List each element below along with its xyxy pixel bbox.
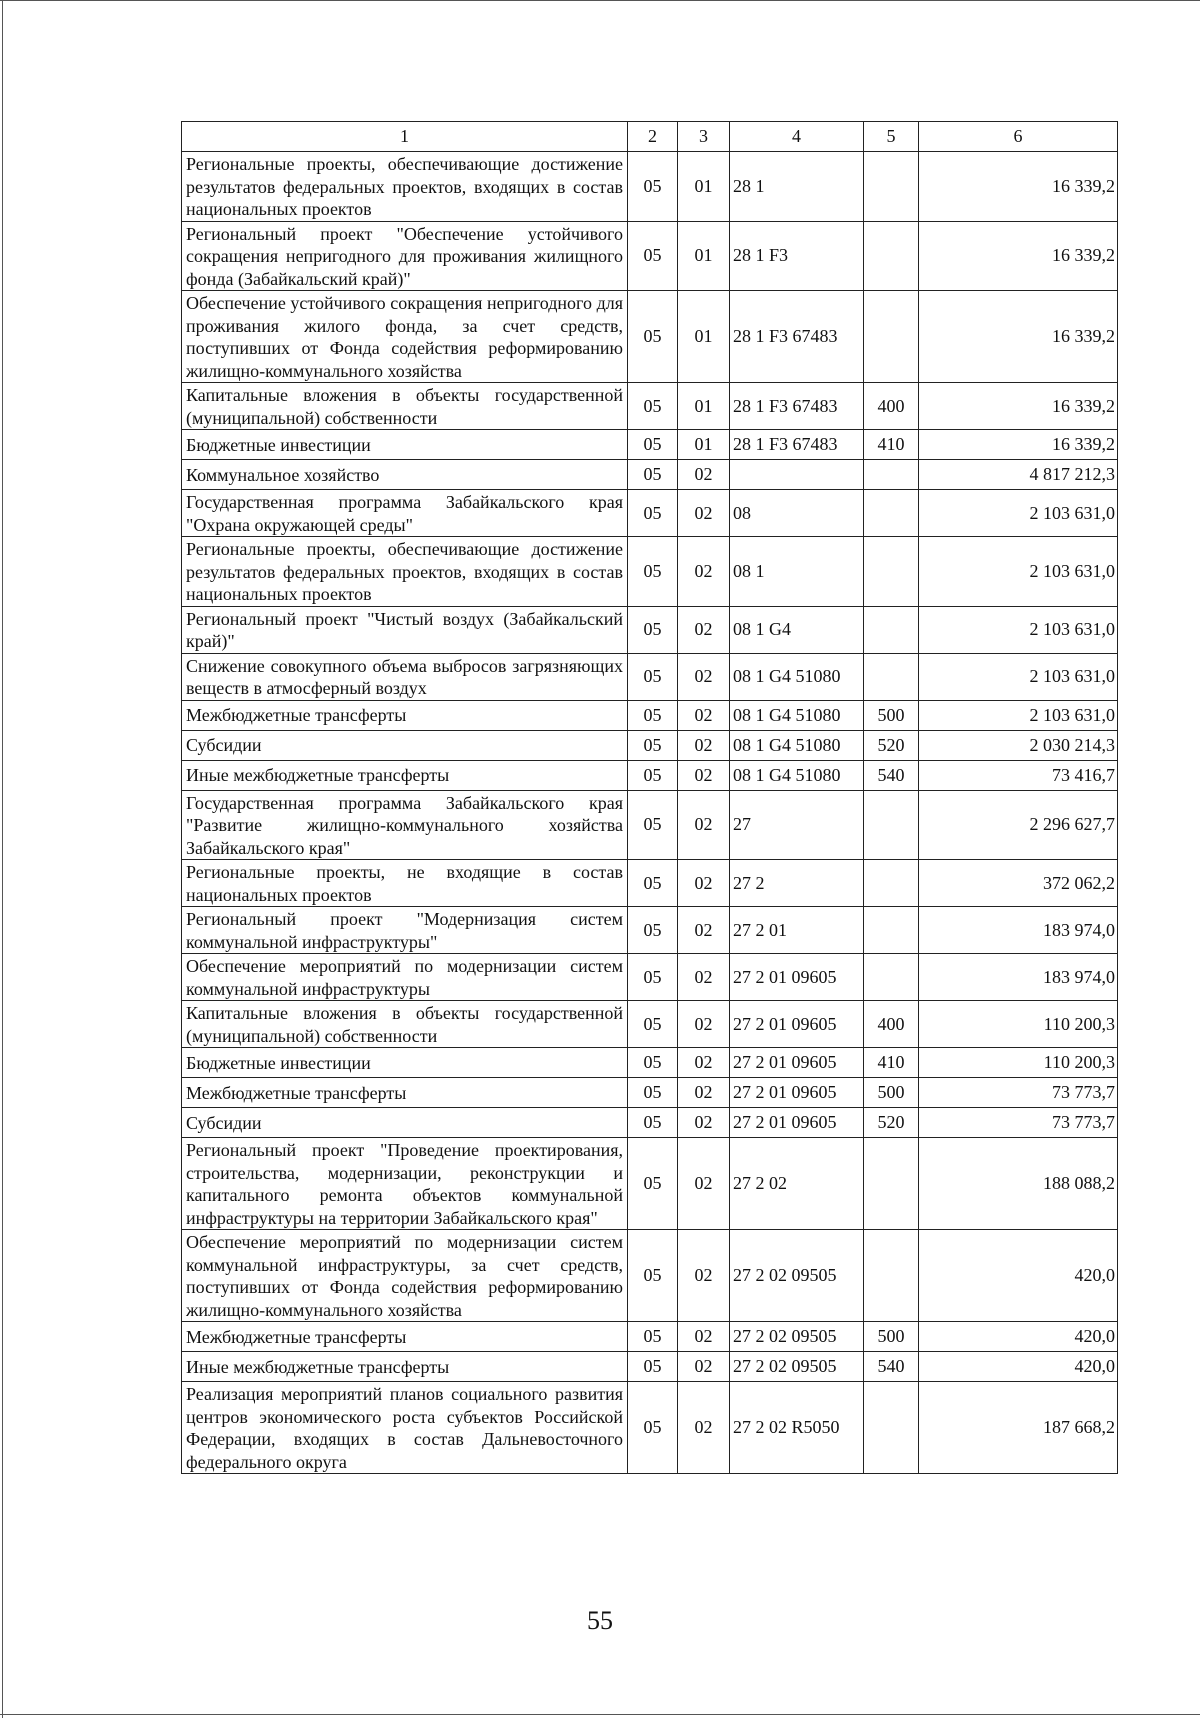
table-row <box>182 790 1118 860</box>
row-amount: 2 103 631,0 <box>919 653 1118 700</box>
row-target-code: 28 1 F3 <box>730 221 864 291</box>
column-header: 3 <box>678 122 730 152</box>
row-section: 05 <box>628 1352 678 1382</box>
row-section: 05 <box>628 291 678 383</box>
row-expense-type <box>864 291 919 383</box>
row-expense-type: 400 <box>864 1001 919 1048</box>
row-section: 05 <box>628 790 678 860</box>
row-name: Субсидии <box>182 730 628 760</box>
table-row <box>182 1138 1118 1230</box>
row-expense-type: 410 <box>864 430 919 460</box>
row-expense-type: 500 <box>864 1322 919 1352</box>
table-row <box>182 700 1118 730</box>
row-amount: 73 773,7 <box>919 1108 1118 1138</box>
table-row <box>182 1382 1118 1474</box>
row-expense-type <box>864 1382 919 1474</box>
table-row <box>182 907 1118 954</box>
row-amount: 16 339,2 <box>919 152 1118 222</box>
row-name: Бюджетные инвестиции <box>182 1048 628 1078</box>
row-subsection: 02 <box>678 653 730 700</box>
row-expense-type <box>864 537 919 607</box>
table-row <box>182 1078 1118 1108</box>
table-row <box>182 1048 1118 1078</box>
row-name: Капитальные вложения в объекты государственной (муниципальной) собственности <box>182 1001 628 1048</box>
row-target-code: 27 <box>730 790 864 860</box>
table-row <box>182 460 1118 490</box>
row-name: Капитальные вложения в объекты государственной (муниципальной) собственности <box>182 383 628 430</box>
row-expense-type <box>864 1138 919 1230</box>
row-section: 05 <box>628 383 678 430</box>
row-target-code: 08 1 G4 51080 <box>730 653 864 700</box>
row-expense-type <box>864 460 919 490</box>
scan-edge-line-bottom <box>0 1714 1200 1715</box>
row-name: Региональный проект "Обеспечение устойчивого сокращения непригодного для проживания жилищного фонда (Забайкальский край)" <box>182 221 628 291</box>
column-header: 4 <box>730 122 864 152</box>
row-section: 05 <box>628 1048 678 1078</box>
row-name: Региональные проекты, обеспечивающие достижение результатов федеральных проектов, входящих в состав национальных проектов <box>182 537 628 607</box>
row-target-code: 08 1 G4 <box>730 606 864 653</box>
row-subsection: 02 <box>678 490 730 537</box>
row-name: Реализация мероприятий планов социального развития центров экономического роста субъектов Российской Федерации, входящих в состав Дальневосточного федерального округа <box>182 1382 628 1474</box>
row-expense-type: 500 <box>864 1078 919 1108</box>
row-name: Межбюджетные трансферты <box>182 700 628 730</box>
row-target-code: 27 2 02 09505 <box>730 1352 864 1382</box>
row-target-code: 08 <box>730 490 864 537</box>
row-target-code: 08 1 G4 51080 <box>730 760 864 790</box>
row-expense-type: 540 <box>864 760 919 790</box>
row-target-code: 08 1 <box>730 537 864 607</box>
row-amount: 188 088,2 <box>919 1138 1118 1230</box>
row-expense-type <box>864 860 919 907</box>
row-target-code: 27 2 01 09605 <box>730 1048 864 1078</box>
table-row <box>182 152 1118 222</box>
row-section: 05 <box>628 1382 678 1474</box>
row-amount: 420,0 <box>919 1230 1118 1322</box>
row-amount: 73 773,7 <box>919 1078 1118 1108</box>
row-target-code: 27 2 01 09605 <box>730 954 864 1001</box>
row-section: 05 <box>628 1001 678 1048</box>
row-name: Бюджетные инвестиции <box>182 430 628 460</box>
table-body <box>182 152 1118 1474</box>
row-section: 05 <box>628 700 678 730</box>
row-subsection: 02 <box>678 790 730 860</box>
row-name: Региональный проект "Модернизация систем коммунальной инфраструктуры" <box>182 907 628 954</box>
column-header: 1 <box>182 122 628 152</box>
row-target-code: 27 2 02 R5050 <box>730 1382 864 1474</box>
row-name: Государственная программа Забайкальского края "Охрана окружающей среды" <box>182 490 628 537</box>
column-header: 6 <box>919 122 1118 152</box>
row-section: 05 <box>628 954 678 1001</box>
column-header: 2 <box>628 122 678 152</box>
row-amount: 110 200,3 <box>919 1048 1118 1078</box>
row-expense-type: 410 <box>864 1048 919 1078</box>
row-section: 05 <box>628 221 678 291</box>
row-amount: 16 339,2 <box>919 383 1118 430</box>
row-section: 05 <box>628 730 678 760</box>
row-target-code: 27 2 02 <box>730 1138 864 1230</box>
row-subsection: 02 <box>678 860 730 907</box>
row-section: 05 <box>628 430 678 460</box>
row-subsection: 02 <box>678 537 730 607</box>
row-name: Обеспечение мероприятий по модернизации систем коммунальной инфраструктуры <box>182 954 628 1001</box>
row-section: 05 <box>628 1138 678 1230</box>
table-row <box>182 730 1118 760</box>
row-section: 05 <box>628 907 678 954</box>
row-amount: 110 200,3 <box>919 1001 1118 1048</box>
row-amount: 2 030 214,3 <box>919 730 1118 760</box>
row-name: Коммунальное хозяйство <box>182 460 628 490</box>
row-subsection: 02 <box>678 760 730 790</box>
row-subsection: 01 <box>678 221 730 291</box>
row-expense-type <box>864 152 919 222</box>
row-expense-type: 520 <box>864 1108 919 1138</box>
row-section: 05 <box>628 490 678 537</box>
row-expense-type <box>864 606 919 653</box>
row-section: 05 <box>628 860 678 907</box>
scan-edge-line-left <box>2 0 3 1718</box>
table-row <box>182 860 1118 907</box>
row-target-code: 28 1 F3 67483 <box>730 383 864 430</box>
row-subsection: 02 <box>678 1322 730 1352</box>
row-section: 05 <box>628 1322 678 1352</box>
row-section: 05 <box>628 1230 678 1322</box>
row-amount: 16 339,2 <box>919 221 1118 291</box>
row-target-code: 28 1 F3 67483 <box>730 430 864 460</box>
row-amount: 187 668,2 <box>919 1382 1118 1474</box>
row-subsection: 02 <box>678 1382 730 1474</box>
table-row <box>182 383 1118 430</box>
row-amount: 73 416,7 <box>919 760 1118 790</box>
row-subsection: 02 <box>678 700 730 730</box>
row-target-code: 28 1 F3 67483 <box>730 291 864 383</box>
row-amount: 2 103 631,0 <box>919 537 1118 607</box>
row-amount: 183 974,0 <box>919 954 1118 1001</box>
row-target-code <box>730 460 864 490</box>
row-expense-type <box>864 1230 919 1322</box>
row-amount: 2 103 631,0 <box>919 606 1118 653</box>
row-section: 05 <box>628 152 678 222</box>
row-name: Региональный проект "Чистый воздух (Забайкальский край)" <box>182 606 628 653</box>
row-section: 05 <box>628 653 678 700</box>
row-expense-type <box>864 653 919 700</box>
row-target-code: 27 2 01 <box>730 907 864 954</box>
row-expense-type <box>864 490 919 537</box>
row-subsection: 01 <box>678 430 730 460</box>
row-expense-type <box>864 954 919 1001</box>
row-amount: 420,0 <box>919 1322 1118 1352</box>
row-subsection: 02 <box>678 954 730 1001</box>
row-name: Региональные проекты, не входящие в состав национальных проектов <box>182 860 628 907</box>
table-row <box>182 221 1118 291</box>
row-subsection: 02 <box>678 606 730 653</box>
row-target-code: 28 1 <box>730 152 864 222</box>
row-section: 05 <box>628 1078 678 1108</box>
row-amount: 2 296 627,7 <box>919 790 1118 860</box>
budget-table <box>181 121 1118 1474</box>
row-amount: 2 103 631,0 <box>919 490 1118 537</box>
table-row <box>182 537 1118 607</box>
row-name: Иные межбюджетные трансферты <box>182 1352 628 1382</box>
row-target-code: 08 1 G4 51080 <box>730 700 864 730</box>
row-target-code: 27 2 01 09605 <box>730 1078 864 1108</box>
row-subsection: 02 <box>678 907 730 954</box>
row-name: Межбюджетные трансферты <box>182 1078 628 1108</box>
scan-edge-line-top <box>0 0 1200 1</box>
row-section: 05 <box>628 760 678 790</box>
row-name: Субсидии <box>182 1108 628 1138</box>
row-subsection: 02 <box>678 1352 730 1382</box>
row-target-code: 27 2 02 09505 <box>730 1230 864 1322</box>
row-name: Обеспечение устойчивого сокращения непригодного для проживания жилого фонда, за счет средств, поступивших от Фонда содействия реформированию жилищно-коммунального хозяйства <box>182 291 628 383</box>
row-target-code: 27 2 02 09505 <box>730 1322 864 1352</box>
row-subsection: 02 <box>678 1078 730 1108</box>
table-row <box>182 653 1118 700</box>
row-target-code: 27 2 <box>730 860 864 907</box>
row-amount: 372 062,2 <box>919 860 1118 907</box>
table-row <box>182 760 1118 790</box>
table-row <box>182 1001 1118 1048</box>
page-number: 55 <box>587 1606 613 1635</box>
table-row <box>182 1108 1118 1138</box>
row-amount: 420,0 <box>919 1352 1118 1382</box>
row-expense-type: 540 <box>864 1352 919 1382</box>
table-row <box>182 430 1118 460</box>
row-expense-type: 400 <box>864 383 919 430</box>
row-subsection: 01 <box>678 152 730 222</box>
row-expense-type <box>864 907 919 954</box>
table-row <box>182 954 1118 1001</box>
row-name: Обеспечение мероприятий по модернизации систем коммунальной инфраструктуры, за счет средств, поступивших от Фонда содействия реформированию жилищно-коммунального хозяйства <box>182 1230 628 1322</box>
row-subsection: 02 <box>678 1138 730 1230</box>
row-subsection: 02 <box>678 1230 730 1322</box>
column-header: 5 <box>864 122 919 152</box>
table-row <box>182 1230 1118 1322</box>
row-subsection: 02 <box>678 1001 730 1048</box>
row-name: Региональные проекты, обеспечивающие достижение результатов федеральных проектов, входящих в состав национальных проектов <box>182 152 628 222</box>
row-name: Государственная программа Забайкальского края "Развитие жилищно-коммунального хозяйства Забайкальского края" <box>182 790 628 860</box>
row-target-code: 27 2 01 09605 <box>730 1108 864 1138</box>
row-target-code: 08 1 G4 51080 <box>730 730 864 760</box>
row-amount: 4 817 212,3 <box>919 460 1118 490</box>
row-amount: 16 339,2 <box>919 430 1118 460</box>
row-subsection: 02 <box>678 460 730 490</box>
row-amount: 2 103 631,0 <box>919 700 1118 730</box>
row-subsection: 02 <box>678 1048 730 1078</box>
row-expense-type: 520 <box>864 730 919 760</box>
row-expense-type: 500 <box>864 700 919 730</box>
row-name: Снижение совокупного объема выбросов загрязняющих веществ в атмосферный воздух <box>182 653 628 700</box>
row-subsection: 02 <box>678 1108 730 1138</box>
row-subsection: 01 <box>678 291 730 383</box>
table-row <box>182 490 1118 537</box>
row-name: Региональный проект "Проведение проектирования, строительства, модернизации, реконструкции и капитального ремонта объектов коммунальной инфраструктуры на территории Забайкальского края" <box>182 1138 628 1230</box>
budget-table-container <box>181 121 1117 1474</box>
row-target-code: 27 2 01 09605 <box>730 1001 864 1048</box>
table-row <box>182 606 1118 653</box>
row-section: 05 <box>628 460 678 490</box>
table-row <box>182 1322 1118 1352</box>
table-row <box>182 1352 1118 1382</box>
row-amount: 183 974,0 <box>919 907 1118 954</box>
row-subsection: 01 <box>678 383 730 430</box>
table-header-row <box>182 122 1118 152</box>
table-row <box>182 291 1118 383</box>
row-expense-type <box>864 221 919 291</box>
row-section: 05 <box>628 1108 678 1138</box>
row-expense-type <box>864 790 919 860</box>
row-amount: 16 339,2 <box>919 291 1118 383</box>
row-name: Межбюджетные трансферты <box>182 1322 628 1352</box>
row-name: Иные межбюджетные трансферты <box>182 760 628 790</box>
row-subsection: 02 <box>678 730 730 760</box>
row-section: 05 <box>628 537 678 607</box>
row-section: 05 <box>628 606 678 653</box>
